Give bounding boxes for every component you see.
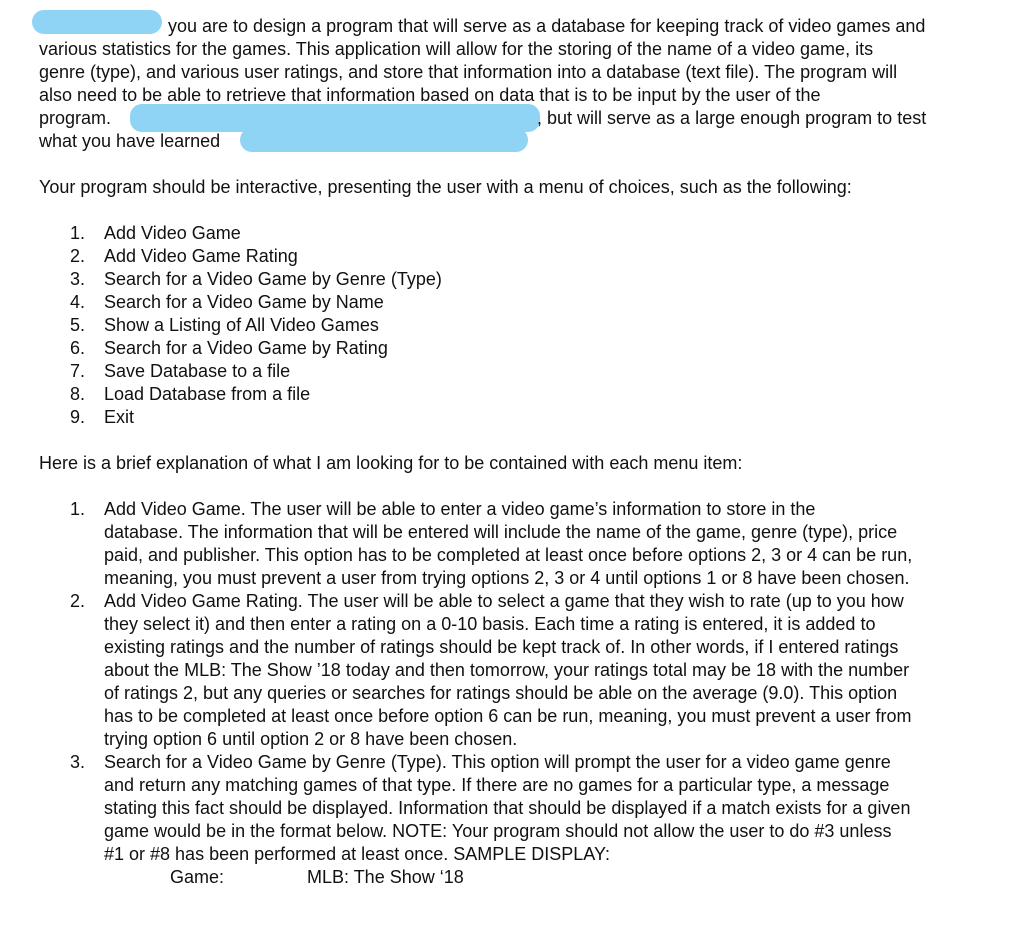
explanation-line: paid, and publisher. This option has to be completed at least once before options 2, 3 or 4 can be run,	[104, 545, 913, 565]
list-number: 7.	[70, 361, 86, 381]
list-number: 3.	[70, 269, 86, 289]
list-number: 2.	[70, 246, 86, 266]
list-number: 1.	[70, 223, 86, 243]
list-number: 8.	[70, 384, 86, 404]
explanation-line: #1 or #8 has been performed at least once. SAMPLE DISPLAY:	[104, 844, 610, 864]
explanation-line: Add Video Game Rating. The user will be able to select a game that they wish to rate (up to you how	[104, 591, 904, 611]
redaction-mark	[240, 128, 528, 152]
redaction-mark	[32, 10, 162, 34]
list-item	[70, 268, 442, 291]
list-item	[70, 406, 134, 429]
list-label: Add Video Game	[104, 223, 241, 243]
explanation-line: Search for a Video Game by Genre (Type). This option will prompt the user for a video game genre	[104, 752, 891, 772]
list-item	[70, 360, 290, 383]
list-label: Search for a Video Game by Rating	[104, 338, 388, 358]
list-number: 2.	[70, 591, 86, 611]
explanation-line: they select it) and then enter a rating on a 0-10 basis. Each time a rating is entered, it is added to	[104, 614, 876, 634]
list-number: 5.	[70, 315, 86, 335]
intro-line: program.	[39, 108, 112, 128]
list-item	[70, 383, 310, 406]
list-label: Add Video Game Rating	[104, 246, 298, 266]
list-label: Exit	[104, 407, 135, 427]
list-number: 3.	[70, 752, 86, 772]
explanation-line: has to be completed at least once before option 6 can be run, meaning, you must prevent a user from	[104, 706, 912, 726]
list-number: 6.	[70, 338, 86, 358]
sample-value: MLB: The Show ‘18	[307, 867, 464, 887]
explanation-line: existing ratings and the number of ratings should be kept track of. In other words, if I entered ratings	[104, 637, 899, 657]
explanation-line: game would be in the format below. NOTE: Your program should not allow the user to do #3 unless	[104, 821, 892, 841]
menu-intro: Your program should be interactive, presenting the user with a menu of choices, such as the following:	[39, 177, 852, 197]
list-label: Search for a Video Game by Genre (Type)	[104, 269, 442, 289]
list-label: Search for a Video Game by Name	[104, 292, 384, 312]
intro-line: various statistics for the games. This application will allow for the storing of the name of a video game, its	[39, 39, 874, 59]
intro-line: you are to design a program that will serve as a database for keeping track of video games and	[168, 16, 926, 36]
list-item	[70, 222, 241, 245]
list-number: 4.	[70, 292, 86, 312]
explanation-line: database. The information that will be entered will include the name of the game, genre (type), price	[104, 522, 898, 542]
explanation-line: and return any matching games of that type. If there are no games for a particular type, a message	[104, 775, 890, 795]
explanation-line: trying option 6 until option 2 or 8 have been chosen.	[104, 729, 518, 749]
intro-line: also need to be able to retrieve that information based on data that is to be input by the user of the	[39, 85, 821, 105]
list-item	[70, 314, 379, 337]
intro-line: , but will serve as a large enough program to test	[537, 108, 927, 128]
list-label: Show a Listing of All Video Games	[104, 315, 379, 335]
explanation-line: Add Video Game. The user will be able to enter a video game’s information to store in the	[104, 499, 816, 519]
intro-line: what you have learned	[39, 131, 221, 151]
explanation-line: meaning, you must prevent a user from trying options 2, 3 or 4 until options 1 or 8 have been chosen.	[104, 568, 910, 588]
list-label: Save Database to a file	[104, 361, 291, 381]
list-number: 9.	[70, 407, 86, 427]
explanation-line: stating this fact should be displayed. Information that should be displayed if a match exists for a given	[104, 798, 911, 818]
explanation-line: of ratings 2, but any queries or searches for ratings should be able on the average (9.0). This option	[104, 683, 898, 703]
explanation-line: about the MLB: The Show ’18 today and then tomorrow, your ratings total may be 18 with the number	[104, 660, 910, 680]
list-label: Load Database from a file	[104, 384, 311, 404]
list-item	[70, 291, 384, 314]
sample-label: Game:	[170, 867, 225, 887]
list-item	[70, 245, 298, 268]
intro-line: genre (type), and various user ratings, and store that information into a database (text file). The program will	[39, 62, 898, 82]
explanation-intro: Here is a brief explanation of what I am looking for to be contained with each menu item:	[39, 453, 743, 473]
list-number: 1.	[70, 499, 86, 519]
list-item	[70, 337, 388, 360]
